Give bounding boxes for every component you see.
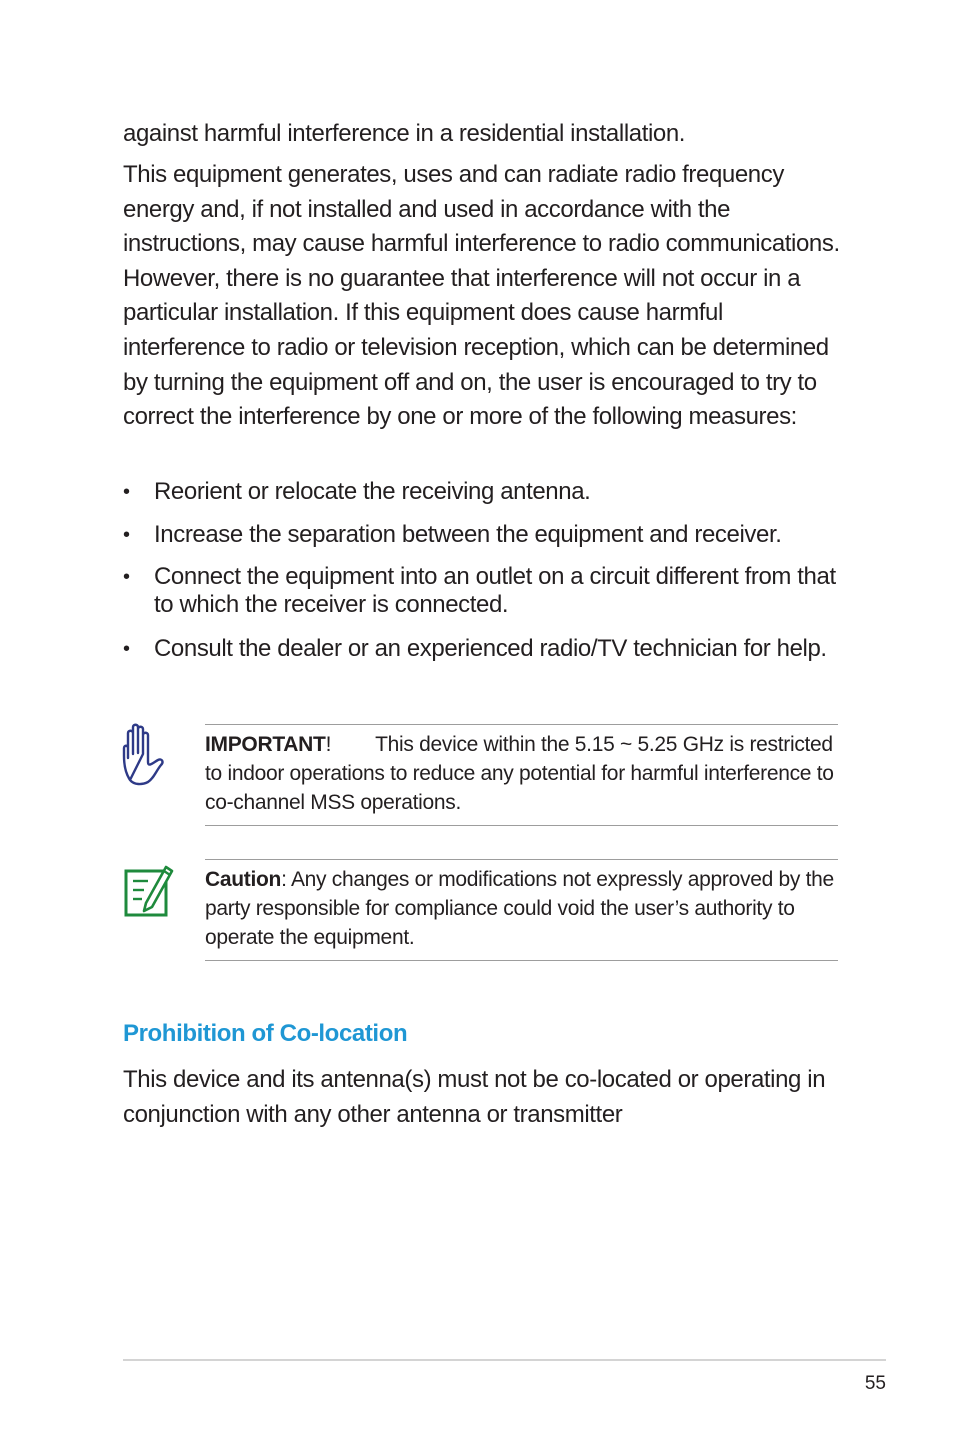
list-item [123,635,827,663]
bullet-mark: • [123,638,130,660]
important-label: IMPORTANT [205,733,326,756]
measure-text: Increase the separation between the equipment and receiver. [154,521,782,548]
note-pencil-icon [122,859,174,919]
list-item [123,521,782,549]
section-text: This device and its antenna(s) must not be co-located or operating in conjunction with any other antenna or transmitter [123,1066,826,1128]
measure-text: Reorient or relocate the receiving antenna. [154,478,591,505]
continuation-text: against harmful interference in a residential installation. [123,120,686,147]
caution-label: Caution [205,868,282,891]
footer-divider [123,1359,886,1361]
bullet-mark: • [123,566,130,588]
bullet-mark: • [123,524,130,546]
bullet-mark: • [123,481,130,503]
caution-text: : Any changes or modifications not expressly approved by the party responsible for compliance could void the user’s authority to operate the equipment. [205,868,834,949]
page-number: 55 [864,1373,886,1394]
interference-paragraph: This equipment generates, uses and can radiate radio frequency energy and, if not installed and used in accordance with the instructions, may cause harmful interference to radio communications. However, there is no guarantee that interference will not occur in a particular installation. If this equipment does cause harmful interference to radio or television reception, which can be determined by turning the equipment off and on, the user is encouraged to try to correct the interference by one or more of the following measures: [123,161,840,431]
important-note [205,724,838,826]
measure-text: Connect the equipment into an outlet on a circuit different from that to which the receiver is connected. [154,563,836,618]
list-item [123,478,590,506]
important-punct: ! [325,733,332,756]
hand-stop-icon [120,722,168,788]
measure-text: Consult the dealer or an experienced radio/TV technician for help. [154,635,827,662]
caution-note [205,859,838,961]
important-text: This device within the 5.15 ~ 5.25 GHz is restricted to indoor operations to reduce any potential for harmful interference to co-channel MSS operations. [205,733,834,814]
section-heading: Prohibition of Co-location [123,1020,408,1047]
list-item [123,563,843,619]
